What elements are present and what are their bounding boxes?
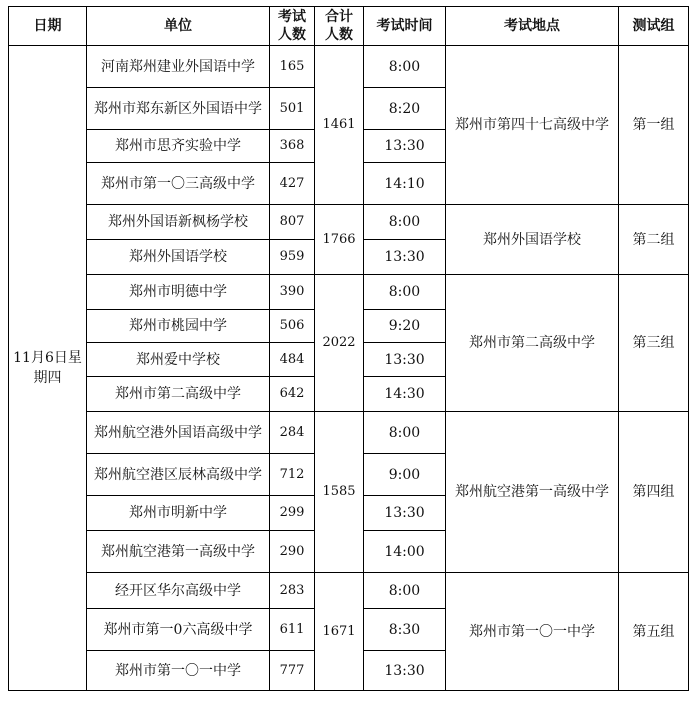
total-cell: 1671 xyxy=(315,573,364,691)
unit-cell: 郑州外国语新枫杨学校 xyxy=(87,205,270,240)
time-cell: 8:00 xyxy=(364,412,446,454)
time-cell: 8:30 xyxy=(364,609,446,651)
unit-cell: 郑州市第一〇三高级中学 xyxy=(87,163,270,205)
count-cell: 484 xyxy=(270,343,315,377)
unit-cell: 郑州市第二高级中学 xyxy=(87,377,270,412)
time-cell: 13:30 xyxy=(364,240,446,275)
header-unit: 单位 xyxy=(87,7,270,46)
unit-cell: 郑州航空港第一高级中学 xyxy=(87,531,270,573)
unit-cell: 郑州市桃园中学 xyxy=(87,310,270,343)
count-cell: 807 xyxy=(270,205,315,240)
place-cell: 郑州外国语学校 xyxy=(446,205,619,275)
time-cell: 9:00 xyxy=(364,454,446,496)
total-cell: 1585 xyxy=(315,412,364,573)
time-cell: 13:30 xyxy=(364,651,446,691)
time-cell: 14:00 xyxy=(364,531,446,573)
unit-cell: 郑州爱中学校 xyxy=(87,343,270,377)
table-body xyxy=(9,46,689,691)
time-cell: 13:30 xyxy=(364,130,446,163)
count-cell: 642 xyxy=(270,377,315,412)
place-cell: 郑州航空港第一高级中学 xyxy=(446,412,619,573)
total-cell: 1766 xyxy=(315,205,364,275)
time-cell: 8:00 xyxy=(364,573,446,609)
date-cell: 11月6日星期四 xyxy=(9,46,87,691)
time-cell: 8:00 xyxy=(364,46,446,88)
header-time: 考试时间 xyxy=(364,7,446,46)
count-cell: 959 xyxy=(270,240,315,275)
total-cell: 2022 xyxy=(315,275,364,412)
count-cell: 390 xyxy=(270,275,315,310)
group-cell: 第四组 xyxy=(619,412,689,573)
schedule-container xyxy=(8,6,689,691)
count-cell: 290 xyxy=(270,531,315,573)
exam-schedule-table xyxy=(8,6,689,691)
table-row xyxy=(9,46,689,88)
header-count: 考试人数 xyxy=(270,7,315,46)
group-cell: 第三组 xyxy=(619,275,689,412)
table-row xyxy=(9,573,689,609)
table-row xyxy=(9,205,689,240)
count-cell: 506 xyxy=(270,310,315,343)
count-cell: 501 xyxy=(270,88,315,130)
time-cell: 8:20 xyxy=(364,88,446,130)
time-cell: 8:00 xyxy=(364,275,446,310)
header-total: 合计人数 xyxy=(315,7,364,46)
table-row xyxy=(9,275,689,310)
count-cell: 611 xyxy=(270,609,315,651)
time-cell: 8:00 xyxy=(364,205,446,240)
count-cell: 283 xyxy=(270,573,315,609)
place-cell: 郑州市第四十七高级中学 xyxy=(446,46,619,205)
place-cell: 郑州市第一〇一中学 xyxy=(446,573,619,691)
time-cell: 14:10 xyxy=(364,163,446,205)
unit-cell: 郑州市第一〇一中学 xyxy=(87,651,270,691)
count-cell: 368 xyxy=(270,130,315,163)
count-cell: 299 xyxy=(270,496,315,531)
table-row xyxy=(9,412,689,454)
time-cell: 14:30 xyxy=(364,377,446,412)
count-cell: 777 xyxy=(270,651,315,691)
group-cell: 第五组 xyxy=(619,573,689,691)
group-cell: 第一组 xyxy=(619,46,689,205)
group-cell: 第二组 xyxy=(619,205,689,275)
header-row xyxy=(9,7,689,46)
total-cell: 1461 xyxy=(315,46,364,205)
unit-cell: 河南郑州建业外国语中学 xyxy=(87,46,270,88)
unit-cell: 郑州市郑东新区外国语中学 xyxy=(87,88,270,130)
header-date: 日期 xyxy=(9,7,87,46)
unit-cell: 郑州市明德中学 xyxy=(87,275,270,310)
header-place: 考试地点 xyxy=(446,7,619,46)
count-cell: 284 xyxy=(270,412,315,454)
unit-cell: 郑州市明新中学 xyxy=(87,496,270,531)
unit-cell: 郑州市第一0六高级中学 xyxy=(87,609,270,651)
time-cell: 9:20 xyxy=(364,310,446,343)
count-cell: 165 xyxy=(270,46,315,88)
unit-cell: 经开区华尔高级中学 xyxy=(87,573,270,609)
unit-cell: 郑州外国语学校 xyxy=(87,240,270,275)
time-cell: 13:30 xyxy=(364,496,446,531)
count-cell: 712 xyxy=(270,454,315,496)
header-group: 测试组 xyxy=(619,7,689,46)
unit-cell: 郑州市思齐实验中学 xyxy=(87,130,270,163)
unit-cell: 郑州航空港区辰林高级中学 xyxy=(87,454,270,496)
unit-cell: 郑州航空港外国语高级中学 xyxy=(87,412,270,454)
place-cell: 郑州市第二高级中学 xyxy=(446,275,619,412)
count-cell: 427 xyxy=(270,163,315,205)
time-cell: 13:30 xyxy=(364,343,446,377)
